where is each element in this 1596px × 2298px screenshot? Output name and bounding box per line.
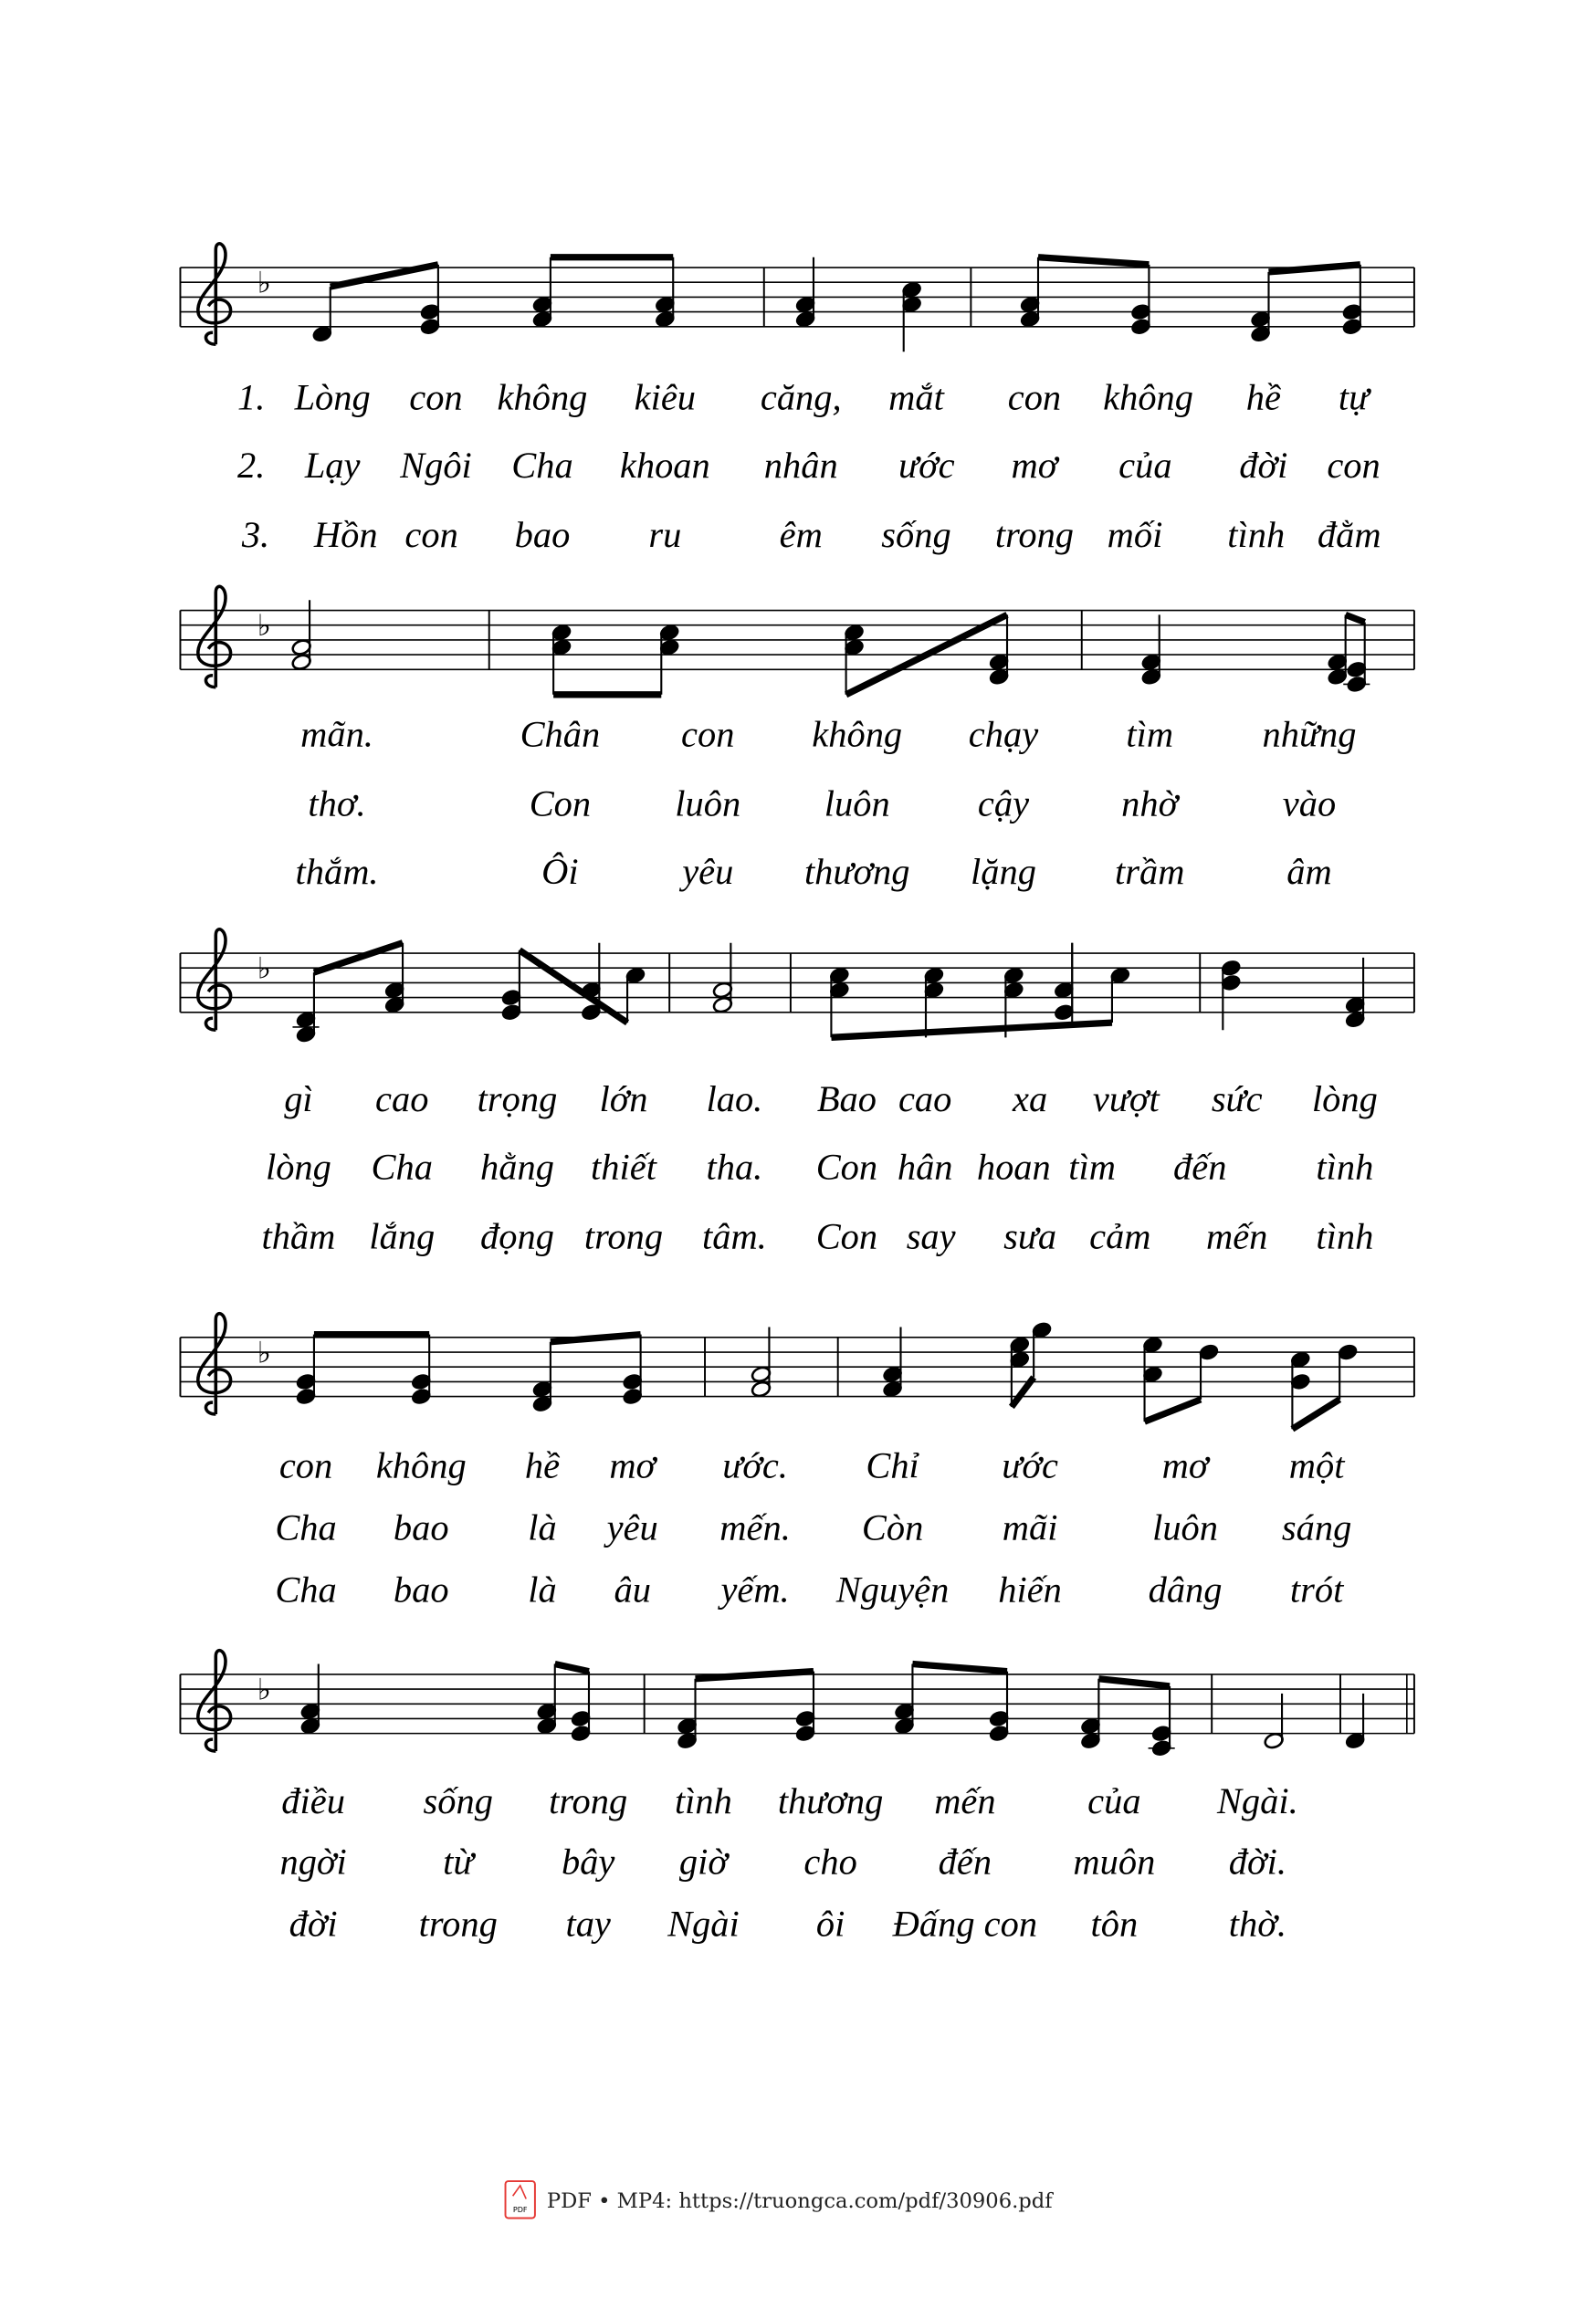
lyric-syllable: say xyxy=(906,1215,956,1257)
lyric-syllable: cho xyxy=(803,1841,857,1883)
lyric-syllable: lao. xyxy=(706,1078,763,1120)
staff-system xyxy=(180,929,1413,1044)
lyric-syllable: trọng xyxy=(477,1078,558,1120)
lyric-syllable: của xyxy=(1087,1780,1141,1822)
lyric-syllable: mến xyxy=(1205,1215,1268,1257)
treble-clef-icon xyxy=(198,244,231,344)
lyric-syllable: tìm xyxy=(1068,1146,1116,1188)
lyric-syllable: con xyxy=(404,513,458,555)
lyric-syllable: bây xyxy=(561,1841,615,1883)
lyric-syllable: tình xyxy=(1316,1146,1374,1188)
lyric-syllable: giờ xyxy=(678,1841,728,1883)
lyric-syllable: thắm. xyxy=(295,850,379,892)
treble-clef-icon xyxy=(198,929,231,1030)
lyric-syllable: Cha xyxy=(275,1506,337,1548)
lyric-syllable: sưa xyxy=(1003,1215,1057,1257)
lyric-syllable: điều xyxy=(281,1780,345,1822)
lyric-syllable: mãi xyxy=(1002,1506,1058,1548)
lyric-syllable: lớn xyxy=(599,1078,648,1120)
beam xyxy=(1292,1400,1339,1429)
lyric-syllable: Cha xyxy=(371,1146,433,1188)
lyric-syllable: không xyxy=(497,376,588,418)
lyric-syllable: vào xyxy=(1282,782,1337,824)
lyric-syllable: Còn xyxy=(861,1506,924,1548)
lyric-syllable: Chỉ xyxy=(866,1444,919,1486)
lyric-syllable: là xyxy=(528,1569,557,1611)
lyric-syllable: thiết xyxy=(591,1146,656,1188)
lyric-syllable: Lạy xyxy=(304,444,361,486)
lyric-syllable: ước. xyxy=(722,1444,788,1486)
lyric-syllable: Con xyxy=(529,782,592,824)
lyric-syllable: con xyxy=(1327,444,1381,486)
lyric-syllable: bao xyxy=(514,513,571,555)
lyric-syllable: mãn. xyxy=(300,713,373,755)
lyric-syllable: những xyxy=(1262,713,1357,755)
lyric-syllable: 1. xyxy=(236,376,266,418)
lyric-syllable: trong xyxy=(418,1903,498,1945)
lyric-syllable: trót xyxy=(1289,1569,1344,1611)
key-signature-flat: ♭ xyxy=(257,1335,271,1370)
lyric-syllable: Ngài. xyxy=(1216,1780,1298,1822)
lyric-syllable: con xyxy=(278,1444,333,1486)
lyric-syllable: 3. xyxy=(241,513,270,555)
lyric-syllable: tìm xyxy=(1126,713,1174,755)
staff-system xyxy=(180,244,1413,352)
lyric-syllable: thương xyxy=(803,850,910,892)
staff-system xyxy=(180,1314,1413,1430)
treble-clef-icon xyxy=(198,1651,231,1751)
lyric-syllable: sức xyxy=(1211,1078,1263,1120)
lyric-syllable: đời xyxy=(1239,444,1288,486)
staff-system xyxy=(180,1651,1413,1758)
lyric-syllable: sống xyxy=(423,1780,493,1822)
lyric-syllable: không xyxy=(812,713,903,755)
lyric-syllable: trong xyxy=(549,1780,628,1822)
footer-link[interactable]: PDF • MP4: https://truongca.com/pdf/30906.pdf xyxy=(546,2189,1053,2214)
lyric-syllable: bao xyxy=(393,1506,449,1548)
lyric-syllable: lặng xyxy=(971,850,1036,892)
lyric-syllable: ôi xyxy=(815,1903,845,1945)
lyric-syllable: yếm. xyxy=(720,1569,790,1611)
lyric-syllable: hoan xyxy=(976,1146,1051,1188)
lyric-syllable: Lòng xyxy=(294,376,371,418)
beam xyxy=(912,1664,1007,1672)
lyric-syllable: hiến xyxy=(998,1569,1062,1611)
lyric-syllable: con xyxy=(409,376,463,418)
lyric-syllable: từ xyxy=(443,1841,474,1883)
lyric-syllable: Hồn xyxy=(313,513,378,555)
lyric-syllable: mến. xyxy=(719,1506,791,1548)
lyric-syllable: đến xyxy=(1173,1146,1227,1188)
lyric-syllable: Con xyxy=(815,1146,878,1188)
lyric-syllable: tay xyxy=(565,1903,611,1945)
lyric-syllable: êm xyxy=(779,513,823,555)
lyric-syllable: Cha xyxy=(511,444,573,486)
lyric-syllable: thương xyxy=(777,1780,884,1822)
pdf-icon-label: PDF xyxy=(512,2205,528,2215)
beam xyxy=(1038,257,1149,265)
lyric-syllable: mối xyxy=(1107,513,1163,555)
beam xyxy=(831,1023,1112,1037)
lyric-syllable: là xyxy=(528,1506,557,1548)
lyric-syllable: một xyxy=(1288,1444,1345,1486)
lyric-syllable: dâng xyxy=(1148,1569,1223,1611)
lyric-syllable: thơ. xyxy=(308,782,366,824)
lyric-syllable: ước xyxy=(898,444,955,486)
lyric-syllable: căng, xyxy=(760,376,842,418)
lyric-syllable: trong xyxy=(994,513,1075,555)
lyric-syllable: mơ xyxy=(1011,444,1058,486)
lyric-syllable: nhân xyxy=(763,444,838,486)
treble-clef-icon xyxy=(198,586,231,687)
staff-system xyxy=(180,586,1413,694)
lyric-syllable: Ôi xyxy=(541,850,579,892)
lyric-syllable: của xyxy=(1118,444,1172,486)
lyric-syllable: Đấng con xyxy=(892,1903,1038,1945)
key-signature-flat: ♭ xyxy=(257,1672,271,1707)
beam xyxy=(555,1664,589,1672)
lyric-syllable: hề xyxy=(524,1444,561,1486)
lyric-syllable: kiêu xyxy=(634,376,697,418)
lyric-syllable: mến xyxy=(934,1780,996,1822)
lyric-syllable: Chân xyxy=(520,713,601,755)
beam xyxy=(696,1672,814,1679)
lyric-syllable: Cha xyxy=(275,1569,337,1611)
lyric-syllable: âm xyxy=(1286,850,1332,892)
lyric-syllable: trầm xyxy=(1114,850,1185,892)
lyric-syllable: ru xyxy=(648,513,682,555)
lyric-syllable: tâm. xyxy=(702,1215,767,1257)
key-signature-flat: ♭ xyxy=(257,608,271,644)
lyric-syllable: tôn xyxy=(1090,1903,1139,1945)
lyric-syllable: xa xyxy=(1013,1078,1048,1120)
lyric-syllable: tình xyxy=(1227,513,1286,555)
lyric-syllable: nhờ xyxy=(1121,782,1179,824)
beam xyxy=(1346,614,1365,622)
lyric-syllable: lắng xyxy=(369,1215,436,1257)
lyric-syllable: âu xyxy=(614,1569,651,1611)
lyric-syllable: không xyxy=(1103,376,1194,418)
lyric-syllable: lòng xyxy=(265,1146,331,1188)
lyric-syllable: cao xyxy=(898,1078,952,1120)
lyric-syllable: mơ xyxy=(609,1444,656,1486)
lyric-syllable: Nguyện xyxy=(835,1569,950,1611)
lyric-syllable: Ngôi xyxy=(400,444,472,486)
lyric-syllable: con xyxy=(1007,376,1062,418)
beam xyxy=(1098,1679,1170,1686)
lyric-syllable: thờ. xyxy=(1228,1903,1286,1945)
lyric-syllable: tự xyxy=(1338,376,1370,418)
lyric-syllable: Ngài xyxy=(667,1903,740,1945)
footer xyxy=(506,2181,1055,2218)
beam xyxy=(1145,1400,1202,1422)
lyric-syllable: ngời xyxy=(279,1841,347,1883)
lyric-syllable: hề xyxy=(1245,376,1281,418)
lyric-syllable: đời. xyxy=(1228,1841,1286,1883)
lyric-syllable: tình xyxy=(1316,1215,1374,1257)
lyric-syllable: sáng xyxy=(1281,1506,1352,1548)
lyric-syllable: lòng xyxy=(1311,1078,1378,1120)
lyric-syllable: luôn xyxy=(1152,1506,1219,1548)
lyric-syllable: đến xyxy=(938,1841,992,1883)
lyric-syllable: đời xyxy=(289,1903,338,1945)
key-signature-flat: ♭ xyxy=(257,265,271,300)
lyric-syllable: thầm xyxy=(261,1215,336,1257)
lyric-syllable: cậy xyxy=(977,782,1030,824)
lyric-syllable: trong xyxy=(583,1215,664,1257)
lyric-syllable: luôn xyxy=(675,782,741,824)
lyric-syllable: cảm xyxy=(1089,1215,1151,1257)
lyric-syllable: vượt xyxy=(1092,1078,1160,1120)
lyric-syllable: yêu xyxy=(682,850,734,892)
beam xyxy=(551,1335,641,1342)
lyric-syllable: muôn xyxy=(1073,1841,1156,1883)
lyric-syllable: chạy xyxy=(968,713,1039,755)
lyric-syllable: ước xyxy=(1002,1444,1058,1486)
lyric-syllable: Con xyxy=(815,1215,878,1257)
lyric-syllable: hân xyxy=(897,1146,953,1188)
lyric-syllable: mắt xyxy=(888,376,944,418)
lyric-syllable: luôn xyxy=(824,782,890,824)
beam xyxy=(1268,265,1360,272)
lyric-syllable: gì xyxy=(284,1078,313,1120)
lyric-syllable: sống xyxy=(881,513,951,555)
lyric-syllable: khoan xyxy=(619,444,710,486)
lyric-syllable: tha. xyxy=(706,1146,763,1188)
lyric-syllable: đằm xyxy=(1317,513,1381,555)
lyric-syllable: không xyxy=(375,1444,467,1486)
lyric-syllable: bao xyxy=(393,1569,449,1611)
lyric-syllable: tình xyxy=(674,1780,732,1822)
treble-clef-icon xyxy=(198,1314,231,1414)
lyric-syllable: cao xyxy=(375,1078,429,1120)
key-signature-flat: ♭ xyxy=(257,950,271,986)
lyric-syllable: yêu xyxy=(606,1506,658,1548)
lyric-syllable: con xyxy=(681,713,735,755)
lyric-syllable: mơ xyxy=(1161,1444,1209,1486)
lyric-syllable: 2. xyxy=(236,444,266,486)
lyric-syllable: đọng xyxy=(480,1215,554,1257)
lyric-syllable: hằng xyxy=(480,1146,554,1188)
lyric-syllable: Bao xyxy=(816,1078,877,1120)
